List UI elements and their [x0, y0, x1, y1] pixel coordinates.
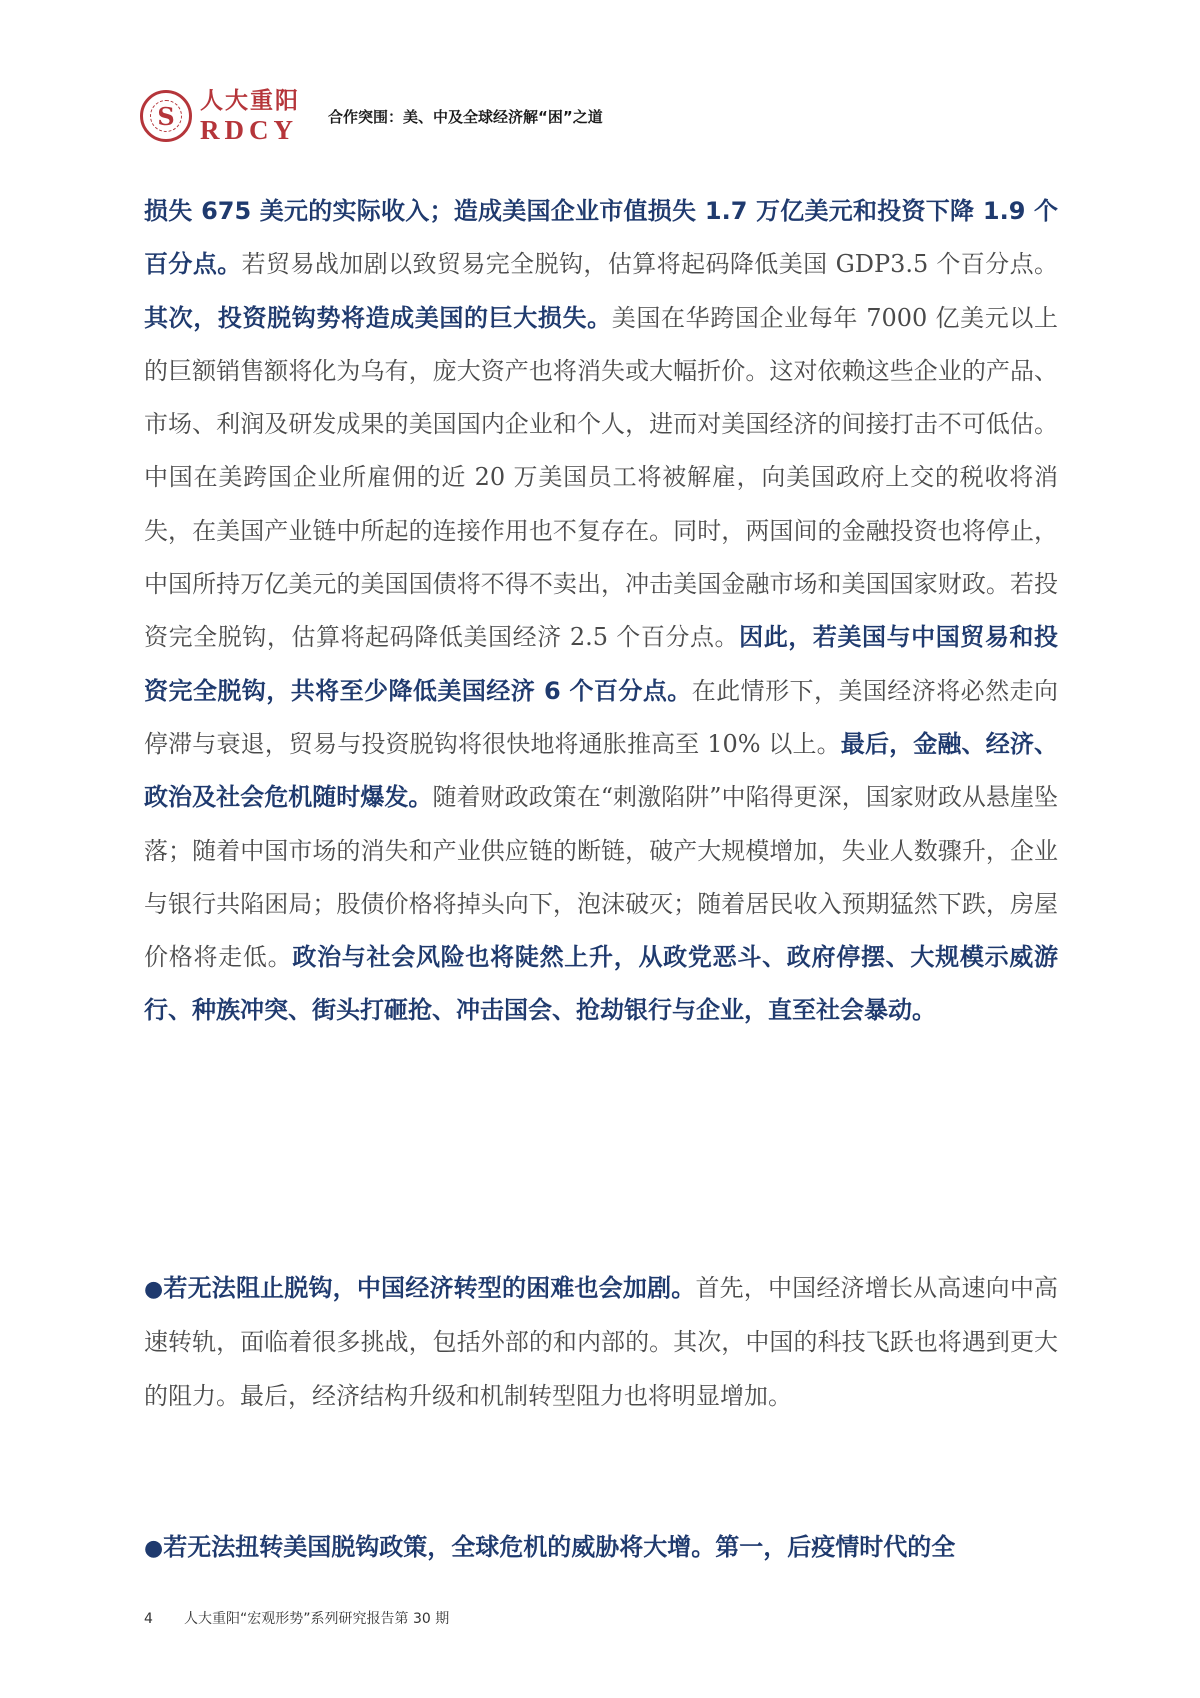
paragraph-us-losses — [144, 185, 1058, 1038]
paragraph-text — [144, 1262, 1058, 1423]
body-text: 若贸易战加剧以致贸易完全脱钩，估算将起码降低美国 GDP3.5 个百分点。 — [241, 250, 1058, 279]
document-title: 合作突围：美、中及全球经济解“困”之道 — [328, 108, 603, 126]
emphasis-text: 最后，金融、经济、政治及社会危机随时爆发。 — [144, 729, 1058, 812]
body-text: 首先，中国经济增长从高速向中高速转轨，面临着很多挑战，包括外部的和内部的。其次，中国的科技飞跃也将遇到更大的阻力。最后，经济结构升级和机制转型阻力也将明显增加。 — [144, 1274, 1059, 1410]
logo-seal-icon — [140, 90, 192, 142]
emphasis-text: 因此，若美国与中国贸易和投资完全脱钩，共将至少降低美国经济 6 个百分点。 — [144, 623, 1058, 705]
paragraph-china-transition — [144, 1262, 1058, 1423]
logo-wordmark — [200, 86, 300, 145]
emphasis-text: 若无法阻止脱钩，中国经济转型的困难也会加剧。 — [163, 1274, 696, 1302]
logo-cn: 人大重阳 — [200, 86, 300, 114]
body-text: 在此情形下，美国经济将必然走向停滞与衰退，贸易与投资脱钩将很快地将通胀推高至 10% 以上。 — [144, 676, 1058, 758]
paragraph-global-crisis — [144, 1521, 1058, 1575]
series-title: 人大重阳“宏观形势”系列研究报告第 30 期 — [184, 1611, 450, 1627]
logo-en: RDCY — [200, 114, 298, 145]
header-logo — [140, 84, 300, 148]
logo-seal-letter: S — [157, 102, 175, 131]
paragraph-text — [144, 1521, 1058, 1575]
bullet-icon: ● — [144, 1277, 164, 1302]
emphasis-text: 政治与社会风险也将陡然上升，从政党恶斗、政府停摆、大规模示威游行、种族冲突、街头打砸抢、冲击国会、抢劫银行与企业，直至社会暴动。 — [144, 943, 1059, 1025]
emphasis-text: 其次，投资脱钩势将造成美国的巨大损失。 — [144, 303, 612, 332]
emphasis-text: 损失 675 美元的实际收入；造成美国企业市值损失 1.7 万亿美元和投资下降 1.9 个百分点。 — [144, 197, 1058, 279]
body-text: 随着财政政策在“刺激陷阱”中陷得更深，国家财政从悬崖坠落；随着中国市场的消失和产业供应链的断链，破产大规模增加，失业人数骤升，企业与银行共陷困局；股债价格将掉头向下，泡沫破灭；随着居民收入预期猛然下跌，房屋价格将走低。 — [144, 783, 1059, 972]
page-number: 4 — [144, 1611, 153, 1627]
body-text: 美国在华跨国企业每年 7000 亿美元以上的巨额销售额将化为乌有，庞大资产也将消失或大幅折价。这对依赖这些企业的产品、市场、利润及研发成果的美国国内企业和个人，进而对美国经济的间接打击不可低估。中国在美跨国企业所雇佣的近 20 万美国员工将被解雇，向美国政府上交的税收将消失，在美国产业链中所起的连接作用也不复存在。同时，两国间的金融投资也将停止，中国所持万亿美元的美国国债将不得不卖出，冲击美国金融市场和美国国家财政。若投资完全脱钩，估算将起码降低美国经济 2.5 个百分点。 — [144, 303, 1059, 652]
bullet-icon: ● — [144, 1536, 164, 1561]
emphasis-text: 若无法扭转美国脱钩政策，全球危机的威胁将大增。第一，后疫情时代的全 — [163, 1533, 956, 1561]
page-footer — [144, 1608, 449, 1628]
paragraph-text — [144, 185, 1058, 1038]
